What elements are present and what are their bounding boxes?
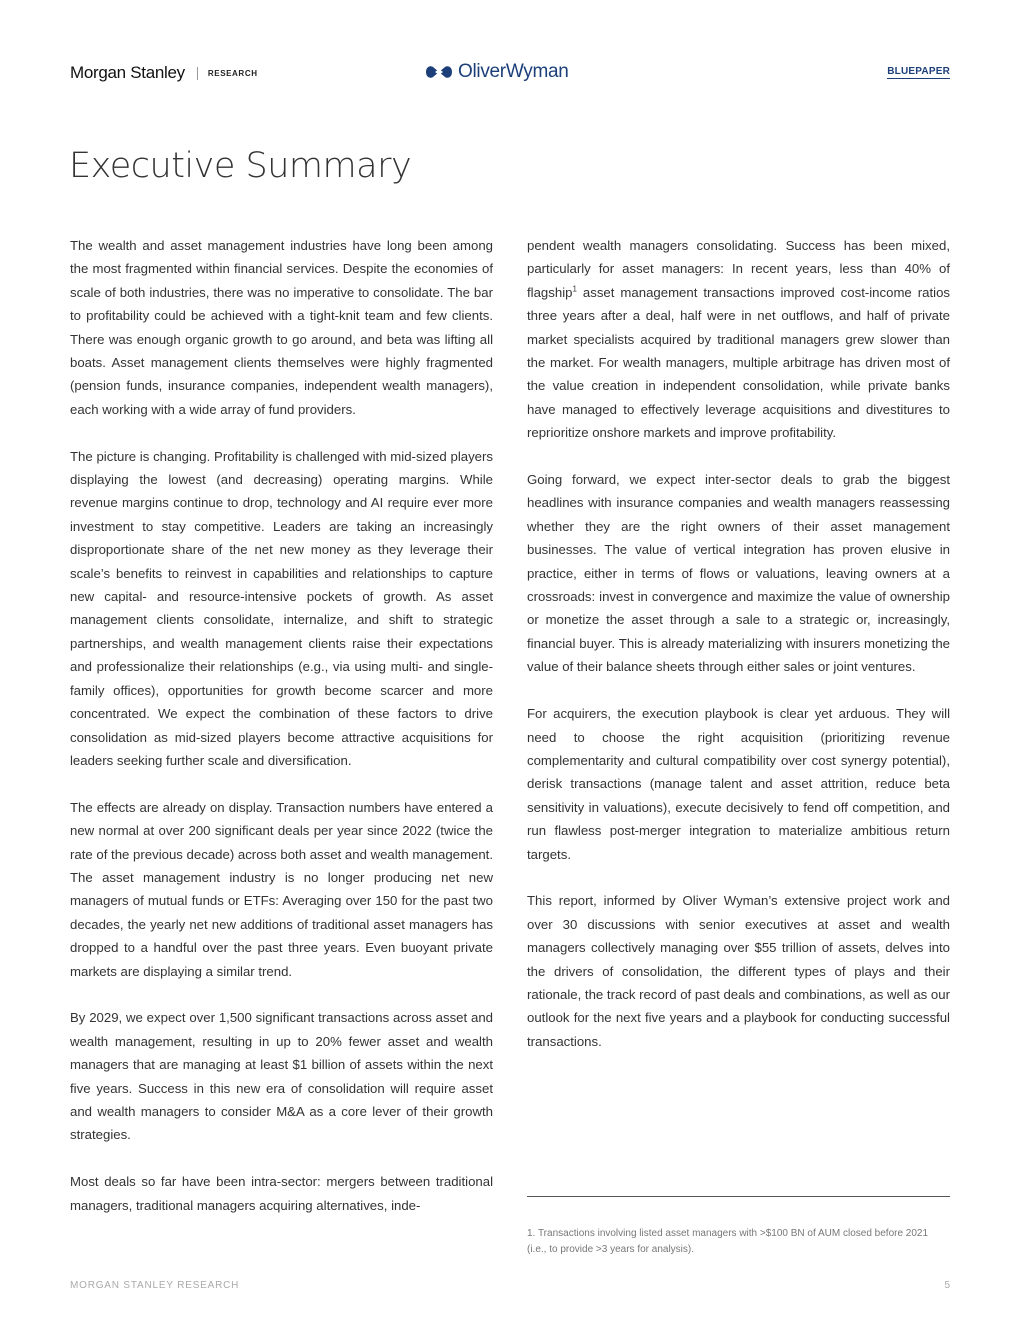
page-number: 5 [944,1280,950,1291]
body-paragraph: Most deals so far have been intra-sector: mergers between traditional managers, traditional managers acquiring alternatives, inde- [70,1174,493,1213]
research-label: RESEARCH [207,68,258,78]
morgan-stanley-logo [70,63,258,83]
body-paragraph: Going forward, we expect inter-sector deals to grab the biggest headlines with insurance companies and wealth managers reassessing whether they are the right owners of their asset management businesses. The value of vertical integration has proven elusive in practice, either in terms of flows or valuations, leaving owners at a crossroads: invest in convergence and maximize the value of ownership or monetize the asset through a sale to a strategic or, increasingly, financial buyer. This is already materializing with insurers monetizing the value of their balance sheets through either sales or joint ventures. [527,472,950,675]
body-paragraph: The picture is changing. Profitability is challenged with mid-sized players displaying the lowest (and decreasing) operating margins. While revenue margins continue to drop, technology and AI require ever more investment to stay competitive. Leaders are taking an increasingly disproportionate share of the net new money as they leverage their scale’s benefits to reinvest in capabilities and relationships to capture new capital- and resource-intensive pockets of growth. As asset management clients consolidate, internalize, and shift to strategic partnerships, and wealth management clients raise their expectations and professionalize their relationships (e.g., via using multi- and single-family offices), opportunities for growth become scarcer and more concentrated. We expect the combination of these factors to drive consolidation as mid-sized players become attractive acquisitions for leaders seeking further scale and diversification. [70,448,493,768]
body-paragraph: The wealth and asset management industries have long been among the most fragmented within financial services. Despite the economies of scale of both industries, there was no imperative to consolidate. The bar to profitability could be achieved with a tight-knit team and few clients. There was enough organic growth to go around, and beta was lifting all boats. Asset management clients themselves were highly fragmented (pension funds, insurance companies, independent wealth managers), each working with a wide array of fund providers. [70,238,493,417]
left-column [70,234,493,1240]
footnote-reference[interactable]: 1 [572,284,577,294]
morgan-stanley-wordmark: Morgan Stanley [70,63,185,82]
paragraph-text: pendent wealth managers consolidating. Success has been mixed, particularly for asset managers: In recent years, less than 40% of flagship [527,238,950,300]
body-paragraph: For acquirers, the execution playbook is clear yet arduous. They will need to choose the right acquisition (prioritizing revenue complementarity and cultural compatibility over cost synergy potential), derisk transactions (manage talent and asset attrition, reduce beta sensitivity in valuations), execute decisively to fend off competition, and run flawless post-merger integration to materialize ambitious return targets. [527,706,950,862]
page-title: Executive Summary [69,146,412,186]
oliver-wyman-logo [424,61,569,83]
footer-publisher: MORGAN STANLEY RESEARCH [70,1280,240,1291]
page-header [70,58,950,88]
logo-divider [197,67,198,80]
footnote: 1. Transactions involving listed asset managers with >$100 BN of AUM closed before 2021 (i.e., to provide >3 years for analysis). [527,1228,929,1255]
body-paragraph: This report, informed by Oliver Wyman’s extensive project work and over 30 discussions with senior executives at asset and wealth managers collectively managing over $55 trillion of assets, delves into the drivers of consolidation, the different types of plays and their rationale, the track record of past deals and combinations, as well as our outlook for the next five years and a playbook for conducting successful transactions. [527,893,950,1049]
body-paragraph: The effects are already on display. Transaction numbers have entered a new normal at over 200 significant deals per year since 2022 (twice the rate of the previous decade) across both asset and wealth management. The asset management industry is no longer producing net new managers of mutual funds or ETFs: Averaging over 150 for the past two decades, the yearly net new additions of traditional asset managers has dropped to a handful over the past three years. Even buoyant private markets are displaying a similar trend. [70,799,493,979]
footnote-divider [527,1196,950,1197]
paragraph-text: asset management transactions improved cost-income ratios three years after a deal, half were in net outflows, and half of private market specialists acquired by traditional managers grew slower than the market. For wealth managers, multiple arbitrage has driven most of the value creation in independent consolidation, while private banks have managed to effectively leverage acquisitions and divestitures to reprioritize onshore markets and improve profitability. [527,284,950,441]
body-paragraph: By 2029, we expect over 1,500 significant transactions across asset and wealth management, resulting in up to 20% fewer asset and wealth managers that are managing at least $1 billion of assets within the next five years. Success in this new era of consolidation will require asset and wealth managers to consider M&A as a core lever of their growth strategies. [70,1010,493,1143]
bluepaper-tag: BLUEPAPER [887,66,950,77]
oliver-wyman-wordmark: OliverWyman [458,61,569,82]
oliver-wyman-mark-icon [424,64,454,80]
right-column [527,234,950,1077]
body-paragraph [527,234,950,445]
